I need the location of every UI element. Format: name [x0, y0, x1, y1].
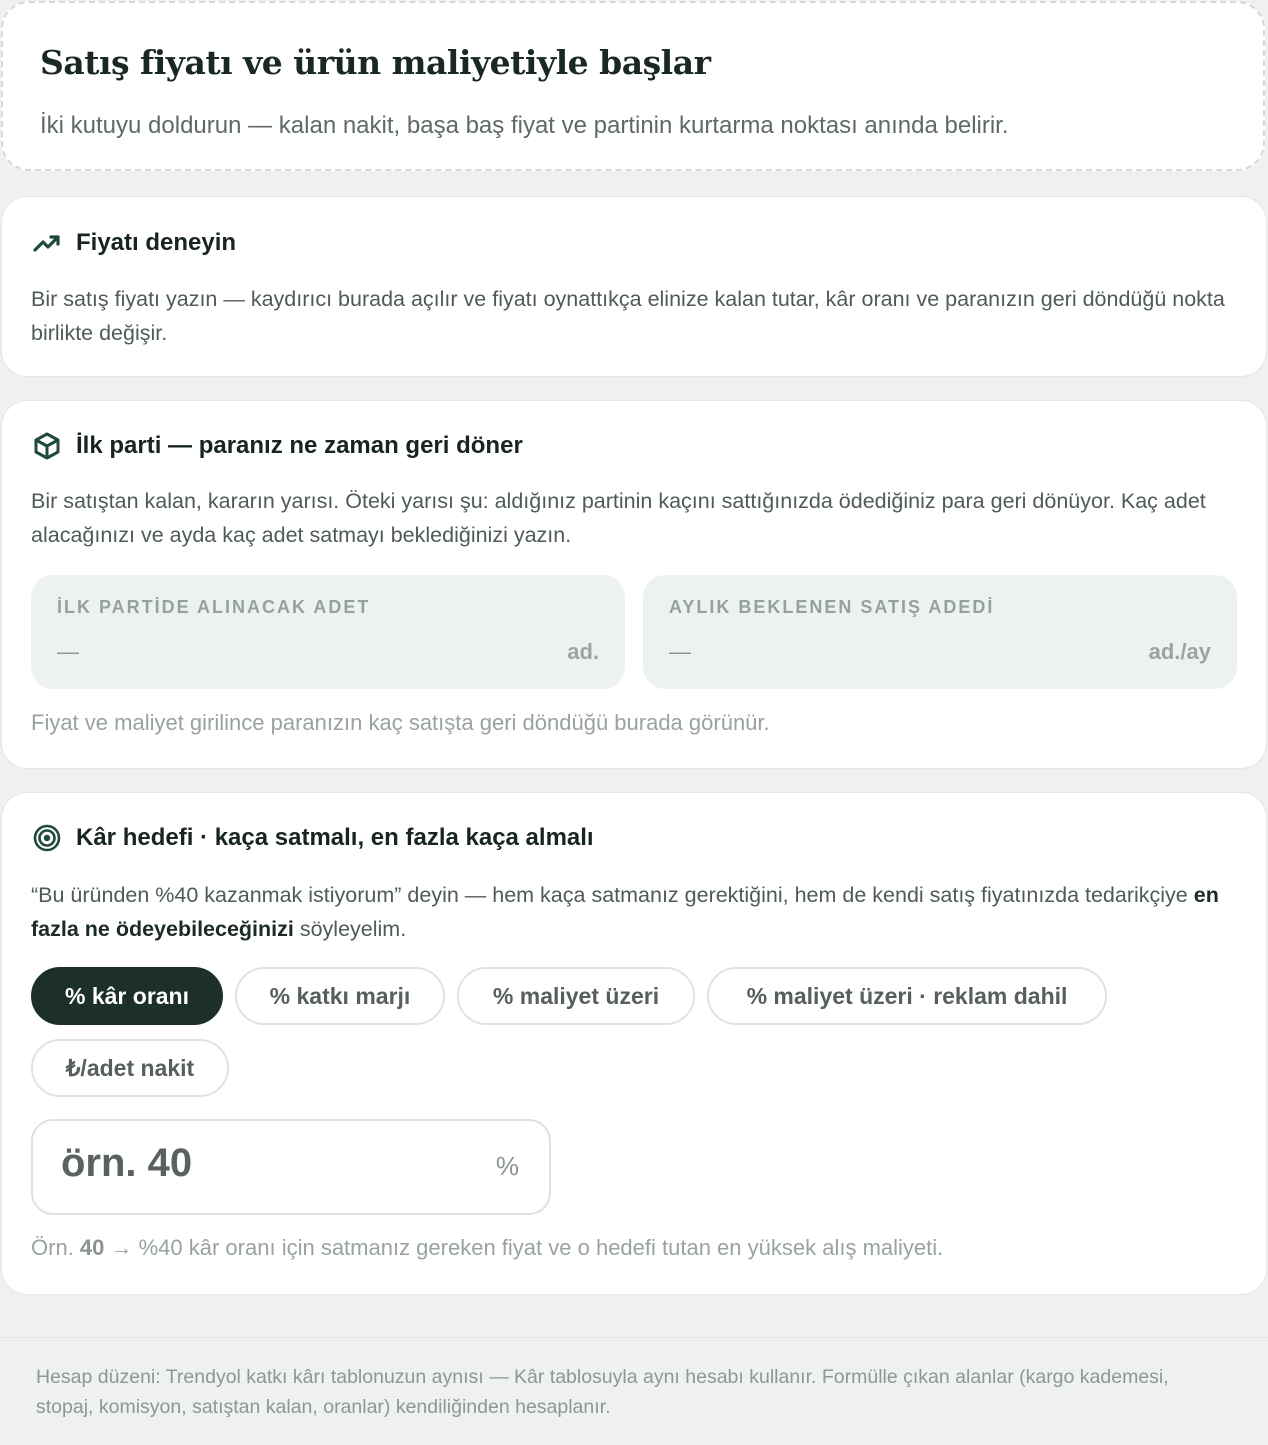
example-value: 40 — [79, 1235, 105, 1260]
price-try-description: Bir satış fiyatı yazın — kaydırıcı burada açılır ve fiyatı oynattıkça elinize kalan tutar, kâr oranı ve paranızın geri döndüğü nokta birlikte değişir. — [31, 287, 1225, 345]
profit-target-unit: % — [495, 1151, 519, 1181]
chip-markup[interactable]: % maliyet üzeri — [457, 967, 695, 1025]
monthly-sales-input[interactable]: — — [669, 639, 691, 664]
price-try-title: Fiyatı deneyin — [76, 229, 237, 256]
first-batch-title: İlk parti — paranız ne zaman geri döner — [76, 432, 523, 459]
profit-target-title: Kâr hedefi · kaça satmalı, en fazla kaça almalı — [76, 824, 594, 851]
profit-target-card — [1, 792, 1267, 1295]
profit-target-input[interactable] — [31, 1119, 551, 1215]
batch-quantity-field[interactable] — [31, 575, 625, 689]
chip-profit-rate[interactable]: % kâr oranı — [31, 967, 223, 1025]
example-suffix: → %40 kâr oranı için satmanız gereken fiyat ve o hedefi tutan en yüksek alış maliyeti. — [104, 1235, 944, 1260]
description-emphasis: en fazla ne ödeyebileceğinizi — [31, 883, 1219, 941]
footer-text: Hesap düzeni: Trendyol katkı kârı tablonuzun aynısı — Kâr tablosuyla aynı hesabı kullanır. Formülle çıkan alanlar (kargo kademesi, stopaj, komisyon, satıştan kalan, oranlar) kendiliğinden hesaplanır. — [36, 1366, 1169, 1418]
profit-target-description — [31, 878, 1231, 946]
profit-target-placeholder: örn. 40 — [61, 1141, 193, 1185]
monthly-sales-label: AYLIK BEKLENEN SATIŞ ADEDİ — [669, 597, 995, 617]
monthly-sales-unit: ad./ay — [1148, 639, 1211, 664]
example-prefix: Örn. — [31, 1235, 80, 1260]
description-text: “Bu üründen %40 kazanmak istiyorum” deyin — hem kaça satmanız gerektiğini, hem de kendi satış fiyatınızda tedarikçiye — [31, 883, 1194, 907]
chip-cash-per-unit[interactable]: ₺/adet nakit — [31, 1039, 229, 1097]
monthly-sales-field[interactable] — [643, 575, 1237, 689]
first-batch-description: Bir satıştan kalan, kararın yarısı. Öteki yarısı şu: aldığınız partinin kaçını sattığınızda ödediğiniz para geri dönüyor. Kaç adet alacağınızı ve ayda kaç adet satmayı beklediğinizi yazın. — [31, 489, 1206, 547]
box-icon — [32, 431, 62, 461]
chip-markup-with-ads[interactable]: % maliyet üzeri · reklam dahil — [707, 967, 1107, 1025]
target-icon — [32, 823, 62, 853]
hero-subtitle: İki kutuyu doldurun — kalan nakit, başa baş fiyat ve partinin kurtarma noktası anında belirir. — [40, 112, 1009, 139]
hero-panel — [1, 1, 1265, 171]
batch-quantity-input[interactable]: — — [57, 639, 79, 664]
footer-note — [0, 1337, 1268, 1445]
price-try-card — [1, 196, 1267, 377]
chip-contribution-margin[interactable]: % katkı marjı — [235, 967, 445, 1025]
trending-up-icon — [32, 228, 62, 258]
hero-title: Satış fiyatı ve ürün maliyetiyle başlar — [40, 43, 711, 82]
batch-hint: Fiyat ve maliyet girilince paranızın kaç satışta geri döndüğü burada görünür. — [31, 710, 770, 735]
profit-target-example — [31, 1235, 943, 1261]
description-text-end: söyleyelim. — [293, 917, 407, 941]
first-batch-card — [1, 400, 1267, 769]
batch-quantity-label: İLK PARTİDE ALINACAK ADET — [57, 597, 371, 617]
batch-quantity-unit: ad. — [567, 639, 599, 664]
